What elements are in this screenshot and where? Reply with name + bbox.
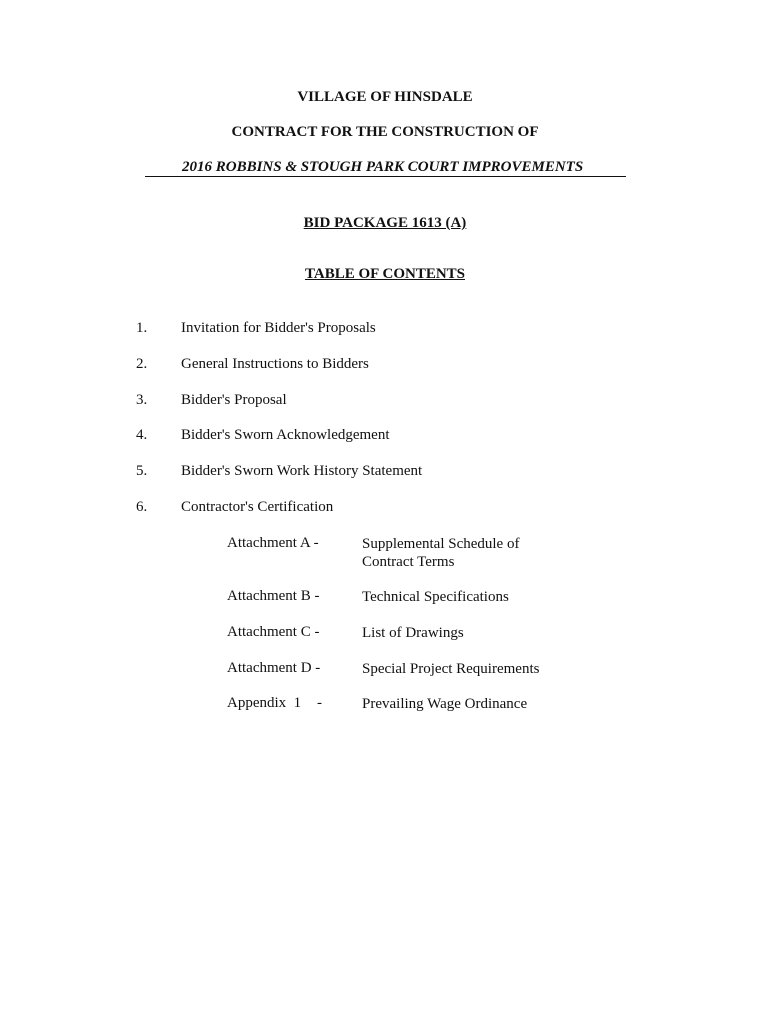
toc-number: 3.: [136, 392, 148, 408]
toc-heading: [0, 266, 770, 283]
attachment-description: [362, 535, 519, 571]
attachment-description: List of Drawings: [362, 625, 464, 641]
toc-number: 4.: [136, 427, 148, 443]
attachment-description: Technical Specifications: [362, 589, 509, 605]
attachment-label: Attachment B -: [227, 588, 320, 604]
attachment-description: Special Project Requirements: [362, 661, 540, 677]
attachment-label: Attachment D -: [227, 660, 321, 676]
toc-number: 1.: [136, 320, 148, 336]
contract-title: CONTRACT FOR THE CONSTRUCTION OF: [231, 124, 539, 140]
toc-label: Bidder's Proposal: [181, 392, 287, 408]
attachment-label: Attachment A -: [227, 535, 319, 551]
toc-label: Bidder's Sworn Work History Statement: [181, 463, 423, 479]
toc-label: General Instructions to Bidders: [181, 356, 369, 372]
appendix-description: Prevailing Wage Ordinance: [362, 696, 528, 712]
appendix-label: Appendix 1: [227, 695, 302, 711]
toc-number: 2.: [136, 356, 148, 372]
toc-label: Invitation for Bidder's Proposals: [181, 320, 376, 336]
toc-number: 5.: [136, 463, 148, 479]
toc-label: Contractor's Certification: [181, 499, 334, 515]
village-title: VILLAGE OF HINSDALE: [297, 89, 473, 105]
toc-heading-text: TABLE OF CONTENTS: [304, 266, 466, 282]
appendix-dash: -: [317, 695, 322, 711]
attachment-description-line1: Supplemental Schedule of: [362, 536, 520, 552]
attachment-description-line2: Contract Terms: [362, 554, 455, 570]
attachment-label: Attachment C -: [227, 624, 320, 640]
project-title: 2016 ROBBINS & STOUGH PARK COURT IMPROVEMENTS: [182, 159, 584, 175]
bid-package-heading: [0, 215, 770, 232]
bid-package-text: BID PACKAGE 1613 (A): [303, 215, 467, 231]
toc-label: Bidder's Sworn Acknowledgement: [181, 427, 390, 443]
toc-number: 6.: [136, 499, 148, 515]
